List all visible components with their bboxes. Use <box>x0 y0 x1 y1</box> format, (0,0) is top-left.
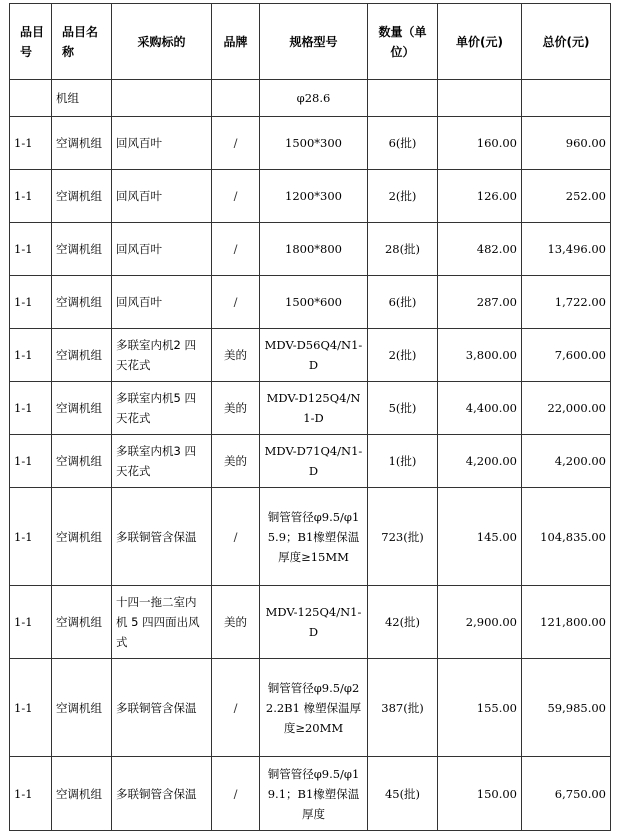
cell-total: 104,835.00 <box>522 488 611 586</box>
table-row <box>10 276 611 329</box>
cell-qty: 723(批) <box>368 488 438 586</box>
cell-spec: 1800*800 <box>260 223 368 276</box>
cell-brand: / <box>212 170 260 223</box>
cell-total: 13,496.00 <box>522 223 611 276</box>
cell-spec: 1500*600 <box>260 276 368 329</box>
cell-category: 空调机组 <box>52 382 112 435</box>
cell-index: 1-1 <box>10 276 52 329</box>
cell-index: 1-1 <box>10 117 52 170</box>
cell-item: 回风百叶 <box>112 276 212 329</box>
header-spec: 规格型号 <box>260 4 368 80</box>
table-row <box>10 223 611 276</box>
cell-total <box>522 80 611 117</box>
cell-unit-price: 2,900.00 <box>438 586 522 659</box>
cell-item: 多联铜管含保温 <box>112 659 212 757</box>
cell-qty: 6(批) <box>368 117 438 170</box>
cell-index: 1-1 <box>10 223 52 276</box>
cell-index: 1-1 <box>10 757 52 831</box>
cell-brand: 美的 <box>212 382 260 435</box>
cell-item: 多联室内机5 四天花式 <box>112 382 212 435</box>
cell-total: 7,600.00 <box>522 329 611 382</box>
cell-total: 960.00 <box>522 117 611 170</box>
cell-total: 1,722.00 <box>522 276 611 329</box>
table-row <box>10 117 611 170</box>
cell-spec: 铜管管径φ9.5/φ22.2B1 橡塑保温厚度≥20MM <box>260 659 368 757</box>
cell-total: 22,000.00 <box>522 382 611 435</box>
cell-spec: φ28.6 <box>260 80 368 117</box>
cell-category: 空调机组 <box>52 757 112 831</box>
cell-spec: MDV-D125Q4/N1-D <box>260 382 368 435</box>
cell-unit-price: 145.00 <box>438 488 522 586</box>
cell-qty: 28(批) <box>368 223 438 276</box>
cell-brand: / <box>212 223 260 276</box>
cell-total: 4,200.00 <box>522 435 611 488</box>
header-unit-price: 单价(元) <box>438 4 522 80</box>
cell-brand: / <box>212 757 260 831</box>
cell-index: 1-1 <box>10 488 52 586</box>
cell-category: 空调机组 <box>52 659 112 757</box>
cell-index: 1-1 <box>10 170 52 223</box>
cell-qty: 2(批) <box>368 170 438 223</box>
cell-unit-price: 482.00 <box>438 223 522 276</box>
cell-item: 回风百叶 <box>112 223 212 276</box>
header-category: 品目名称 <box>52 4 112 80</box>
table-row <box>10 435 611 488</box>
cell-spec: 1200*300 <box>260 170 368 223</box>
cell-item: 多联室内机2 四天花式 <box>112 329 212 382</box>
table-row <box>10 329 611 382</box>
header-qty: 数量（单位） <box>368 4 438 80</box>
header-index: 品目号 <box>10 4 52 80</box>
cell-category: 空调机组 <box>52 170 112 223</box>
cell-spec: MDV-D56Q4/N1-D <box>260 329 368 382</box>
cell-brand: / <box>212 659 260 757</box>
cell-index: 1-1 <box>10 382 52 435</box>
table-row <box>10 586 611 659</box>
cell-total: 252.00 <box>522 170 611 223</box>
cell-spec: MDV-D71Q4/N1-D <box>260 435 368 488</box>
cell-qty <box>368 80 438 117</box>
cell-index: 1-1 <box>10 659 52 757</box>
cell-qty: 45(批) <box>368 757 438 831</box>
cell-unit-price <box>438 80 522 117</box>
cell-category: 空调机组 <box>52 488 112 586</box>
cell-brand: / <box>212 276 260 329</box>
table-row <box>10 757 611 831</box>
cell-item: 多联室内机3 四天花式 <box>112 435 212 488</box>
cell-qty: 1(批) <box>368 435 438 488</box>
cell-item: 十四一拖二室内机 5 四四面出风式 <box>112 586 212 659</box>
cell-qty: 2(批) <box>368 329 438 382</box>
cell-total: 121,800.00 <box>522 586 611 659</box>
cell-spec: 铜管管径φ9.5/φ19.1；B1橡塑保温厚度 <box>260 757 368 831</box>
table-row <box>10 659 611 757</box>
cell-unit-price: 155.00 <box>438 659 522 757</box>
cell-brand: 美的 <box>212 329 260 382</box>
cell-index <box>10 80 52 117</box>
cell-unit-price: 126.00 <box>438 170 522 223</box>
cell-unit-price: 150.00 <box>438 757 522 831</box>
cell-unit-price: 4,200.00 <box>438 435 522 488</box>
cell-item: 多联铜管含保温 <box>112 757 212 831</box>
cell-unit-price: 3,800.00 <box>438 329 522 382</box>
cell-unit-price: 160.00 <box>438 117 522 170</box>
cell-category: 空调机组 <box>52 117 112 170</box>
header-item: 采购标的 <box>112 4 212 80</box>
header-total: 总价(元) <box>522 4 611 80</box>
cell-brand: / <box>212 117 260 170</box>
cell-spec: MDV-125Q4/N1-D <box>260 586 368 659</box>
table-row <box>10 488 611 586</box>
table-row <box>10 80 611 117</box>
cell-qty: 387(批) <box>368 659 438 757</box>
cell-category: 空调机组 <box>52 276 112 329</box>
cell-brand: 美的 <box>212 435 260 488</box>
cell-item: 回风百叶 <box>112 170 212 223</box>
cell-category: 空调机组 <box>52 435 112 488</box>
cell-spec: 1500*300 <box>260 117 368 170</box>
cell-item <box>112 80 212 117</box>
header-brand: 品牌 <box>212 4 260 80</box>
cell-brand <box>212 80 260 117</box>
cell-index: 1-1 <box>10 329 52 382</box>
cell-item: 回风百叶 <box>112 117 212 170</box>
table-row <box>10 170 611 223</box>
cell-index: 1-1 <box>10 586 52 659</box>
cell-category: 空调机组 <box>52 586 112 659</box>
cell-index: 1-1 <box>10 435 52 488</box>
cell-unit-price: 287.00 <box>438 276 522 329</box>
cell-unit-price: 4,400.00 <box>438 382 522 435</box>
cell-spec: 铜管管径φ9.5/φ15.9；B1橡塑保温厚度≥15MM <box>260 488 368 586</box>
cell-category: 空调机组 <box>52 329 112 382</box>
cell-total: 59,985.00 <box>522 659 611 757</box>
header-row <box>10 4 611 80</box>
cell-category: 机组 <box>52 80 112 117</box>
cell-item: 多联铜管含保温 <box>112 488 212 586</box>
cell-total: 6,750.00 <box>522 757 611 831</box>
table-row <box>10 382 611 435</box>
cell-category: 空调机组 <box>52 223 112 276</box>
cell-qty: 42(批) <box>368 586 438 659</box>
cell-qty: 5(批) <box>368 382 438 435</box>
cell-qty: 6(批) <box>368 276 438 329</box>
procurement-table <box>9 3 611 831</box>
cell-brand: 美的 <box>212 586 260 659</box>
cell-brand: / <box>212 488 260 586</box>
